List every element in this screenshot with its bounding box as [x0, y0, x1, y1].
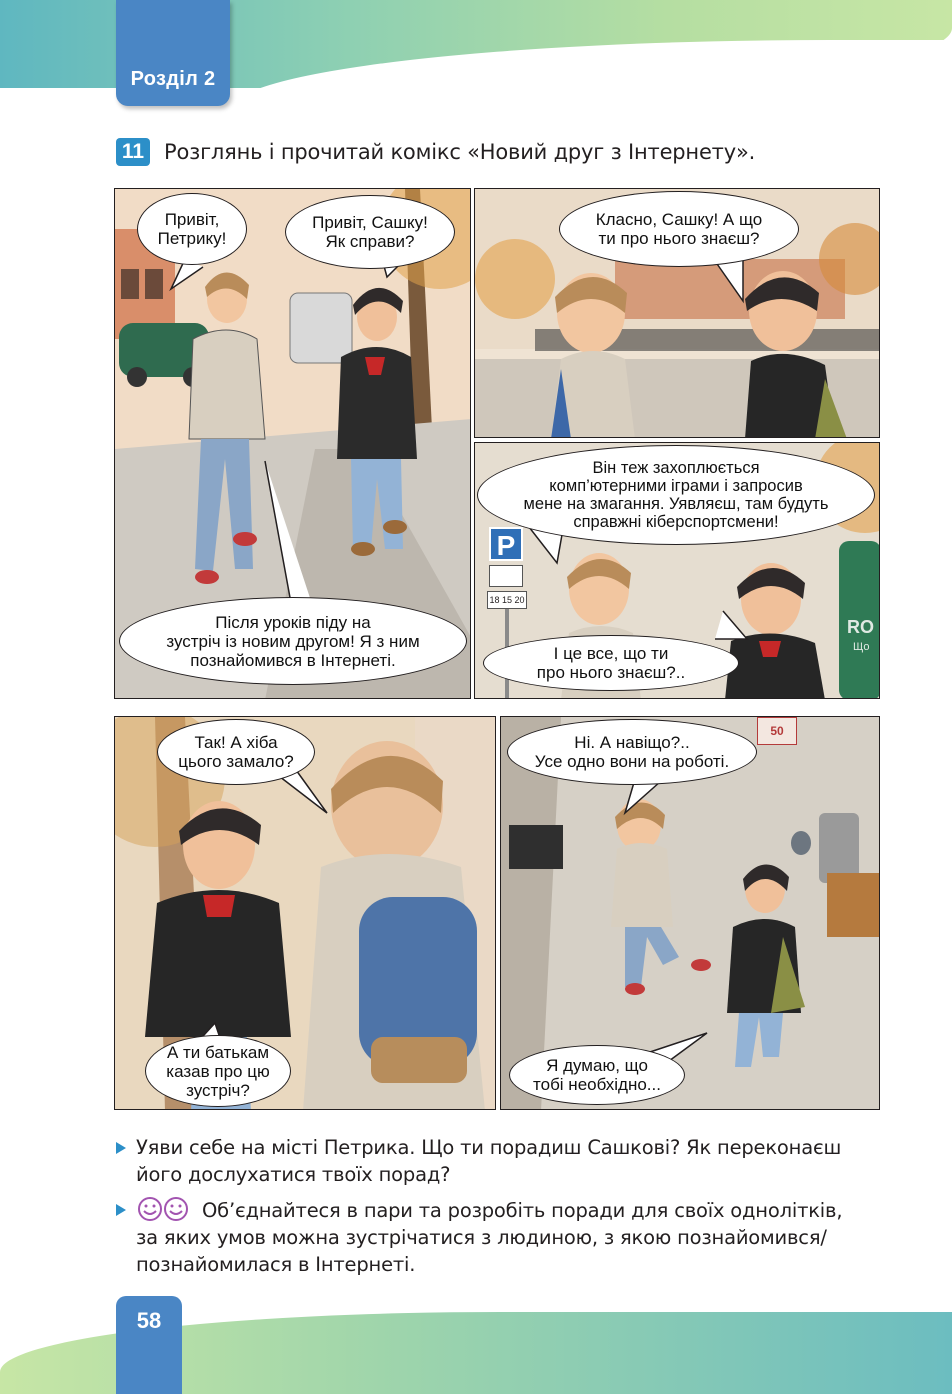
task-bullets — [116, 1134, 896, 1286]
speech-bubble: Привіт, Петрику! — [137, 193, 247, 265]
speech-bubble: Він теж захоплюється комп’ютерними іграми і запросив мене на змагання. Уявляєш, там будуть справжні кіберспортсмени! — [477, 445, 875, 545]
bullet-triangle-icon — [116, 1142, 126, 1154]
task-heading — [116, 138, 755, 166]
speech-bubble: Ні. А навіщо?.. Усе одно вони на роботі. — [507, 719, 757, 785]
bullet-item-2: Об’єднайтеся в пари та розробіть поради для своїх однолітків, за яких умов можна зустрічатися з людиною, з якою познайомився/ познайомилася в Інтернеті. — [116, 1196, 896, 1278]
speech-bubble: Після уроків піду на зустріч із новим другом! Я з ним познайомився в Інтернеті. — [119, 597, 467, 685]
hours-sign: 18 15 20 — [487, 591, 527, 609]
section-tab — [116, 0, 230, 106]
billboard-text: RO — [847, 617, 874, 637]
speech-bubble: А ти батькам казав про цю зустріч? — [145, 1035, 291, 1107]
speech-bubble: Класно, Сашку! А що ти про нього знаєш? — [559, 191, 799, 267]
pair-work-icon — [136, 1196, 192, 1222]
speech-bubble: Так! А хіба цього замало? — [157, 719, 315, 785]
task-instruction: Розглянь і прочитай комікс «Новий друг з Інтернету». — [164, 140, 756, 164]
comic-panel-3 — [474, 442, 880, 699]
comic-panel-4 — [114, 716, 496, 1110]
speech-bubble: І це все, що ти про нього знаєш?.. — [483, 635, 739, 691]
page-number: 58 — [136, 1308, 162, 1333]
section-label: Розділ 2 — [130, 68, 216, 90]
speech-bubble: Я думаю, що тобі необхідно... — [509, 1045, 685, 1105]
billboard-subtext: Що — [853, 641, 870, 653]
bullet-item-1: Уяви себе на місті Петрика. Що ти порадиш Сашкові? Як переконаєш його дослухатися твоїх порад? — [116, 1134, 896, 1188]
comic-panel-5 — [500, 716, 880, 1110]
comic-panel-1 — [114, 188, 471, 699]
bullet-triangle-icon — [116, 1204, 126, 1216]
page-number-tab — [116, 1296, 182, 1394]
task-number-badge: 11 — [116, 138, 150, 166]
comic-panel-2 — [474, 188, 880, 438]
parking-sign: P — [489, 527, 523, 561]
speech-bubble: Привіт, Сашку! Як справи? — [285, 195, 455, 269]
street-sign: 50 — [757, 717, 797, 745]
